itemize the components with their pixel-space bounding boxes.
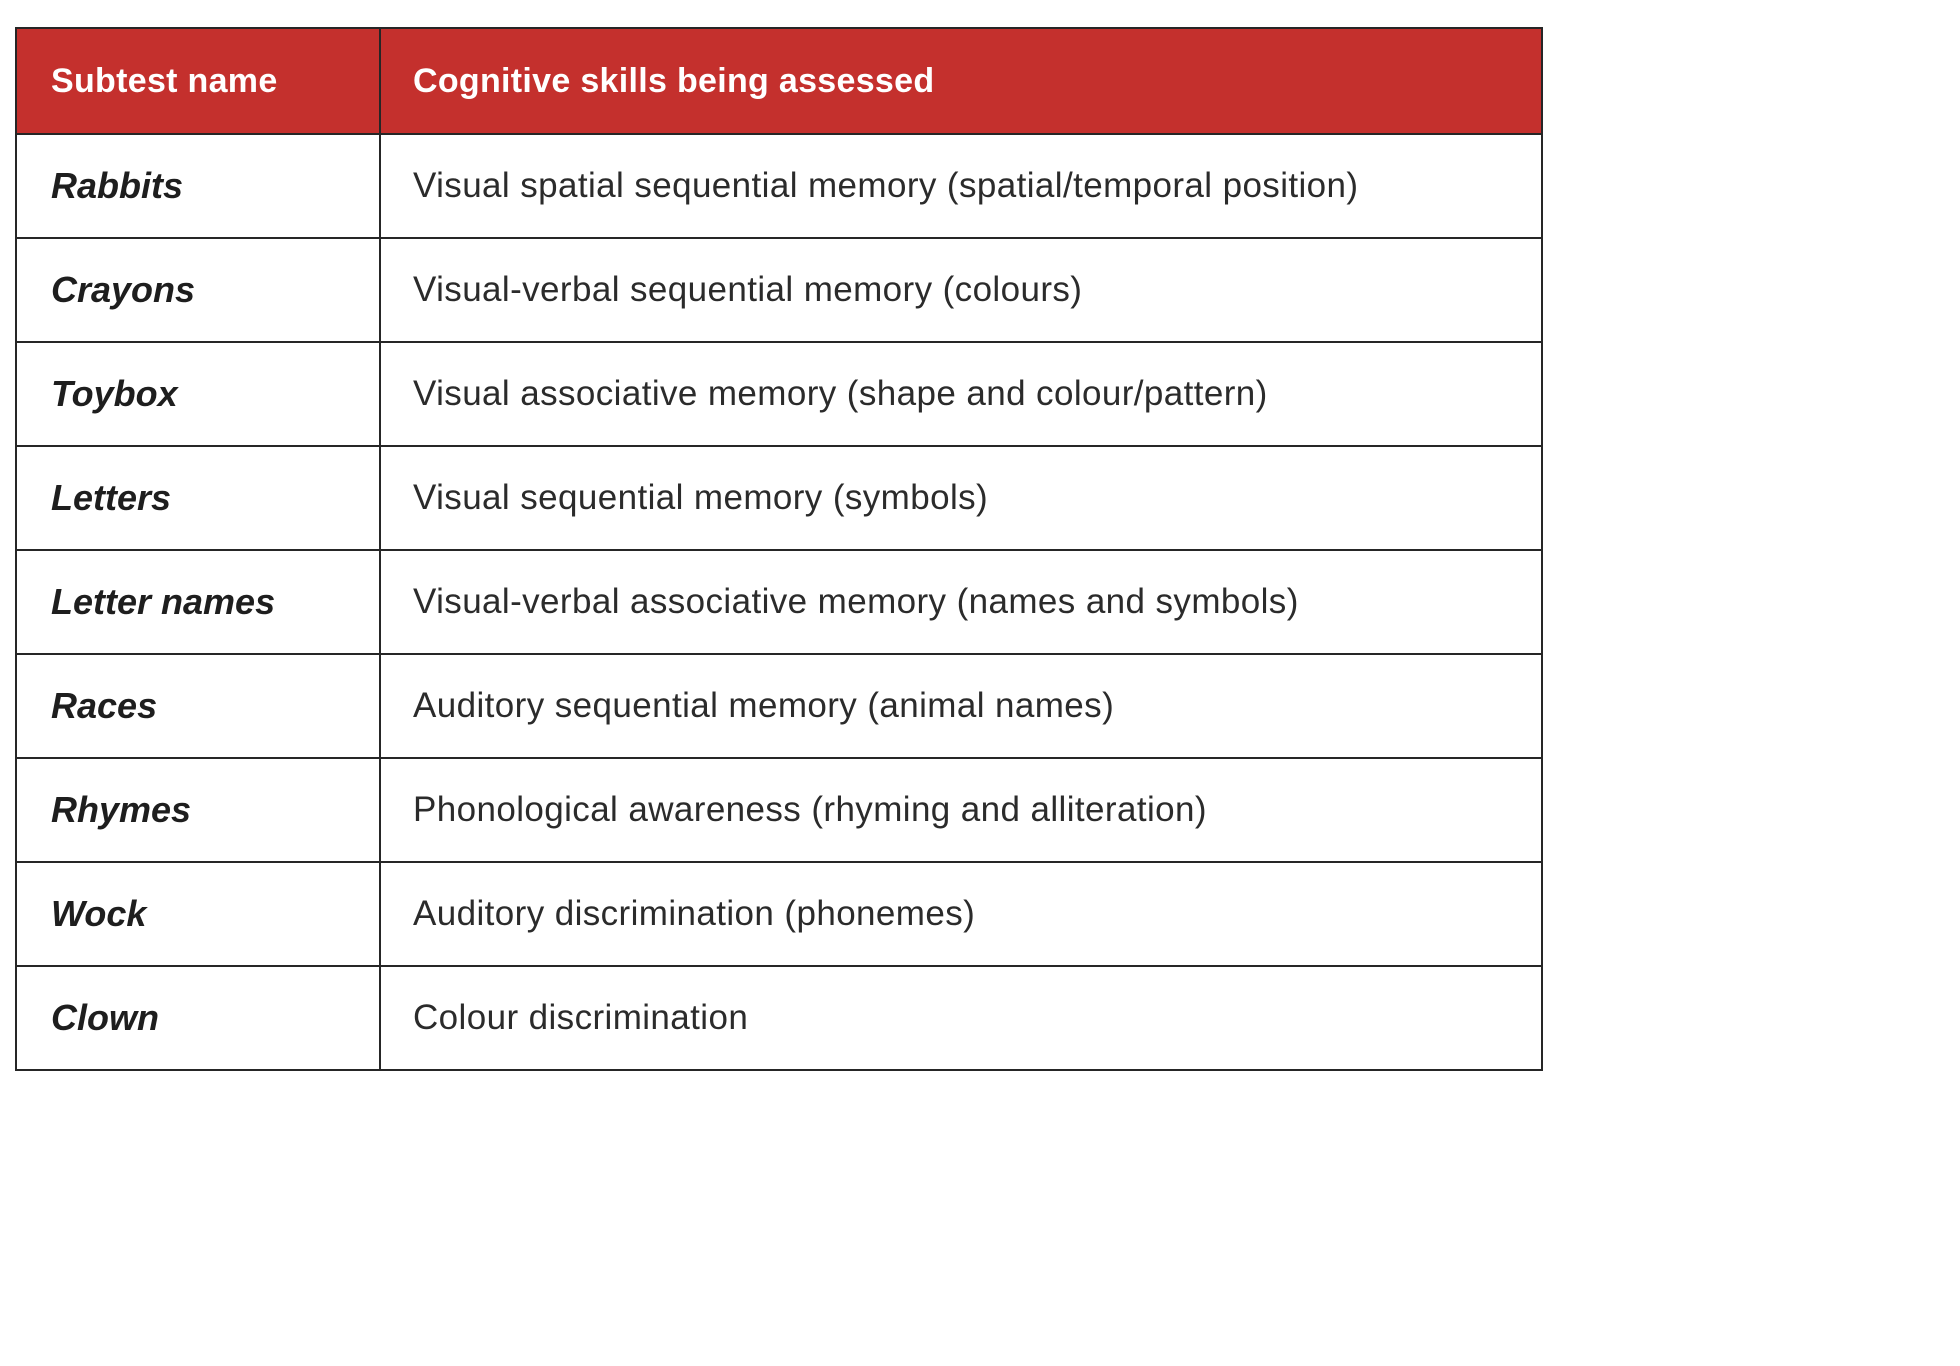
table-row (17, 653, 1541, 757)
subtest-name-cell (17, 135, 381, 237)
subtest-name: Crayons (51, 269, 196, 310)
subtest-name-cell (17, 863, 381, 965)
skill-cell (381, 967, 1541, 1069)
subtest-name: Rabbits (51, 165, 184, 206)
skill-cell (381, 863, 1541, 965)
header-subtest-name: Subtest name (17, 29, 381, 133)
skill-cell (381, 135, 1541, 237)
skill-description: Visual associative memory (shape and colour/pattern) (413, 374, 1268, 413)
skill-cell (381, 551, 1541, 653)
subtest-name-cell (17, 967, 381, 1069)
skill-cell (381, 343, 1541, 445)
subtest-name-cell (17, 447, 381, 549)
subtest-name-cell (17, 343, 381, 445)
subtest-table (15, 27, 1543, 1071)
skill-description: Auditory discrimination (phonemes) (413, 894, 976, 933)
skill-description: Visual-verbal associative memory (names and symbols) (413, 582, 1299, 621)
table-row (17, 237, 1541, 341)
subtest-name: Letter names (51, 581, 276, 622)
subtest-name: Letters (51, 477, 172, 518)
table-row (17, 861, 1541, 965)
header-cognitive-skills: Cognitive skills being assessed (413, 61, 935, 100)
table-row (17, 445, 1541, 549)
subtest-name-cell (17, 239, 381, 341)
subtest-name: Rhymes (51, 789, 192, 830)
table-row (17, 965, 1541, 1069)
skill-description: Visual-verbal sequential memory (colours) (413, 270, 1083, 309)
table-row (17, 341, 1541, 445)
subtest-name: Toybox (51, 373, 178, 414)
skill-description: Colour discrimination (413, 998, 749, 1037)
skill-cell (381, 655, 1541, 757)
subtest-name-cell (17, 551, 381, 653)
subtest-name-cell (17, 655, 381, 757)
table-row (17, 549, 1541, 653)
skill-description: Phonological awareness (rhyming and alliteration) (413, 790, 1207, 829)
skill-cell (381, 759, 1541, 861)
skill-description: Auditory sequential memory (animal names) (413, 686, 1115, 725)
subtest-name: Clown (51, 997, 159, 1038)
table-row (17, 133, 1541, 237)
skill-description: Visual spatial sequential memory (spatial/temporal position) (413, 166, 1359, 205)
subtest-name: Races (51, 685, 158, 726)
subtest-name: Wock (51, 893, 147, 934)
skill-description: Visual sequential memory (symbols) (413, 478, 989, 517)
table-row (17, 757, 1541, 861)
table-header-row (17, 29, 1541, 133)
skill-cell (381, 239, 1541, 341)
skill-cell (381, 447, 1541, 549)
subtest-name-cell (17, 759, 381, 861)
